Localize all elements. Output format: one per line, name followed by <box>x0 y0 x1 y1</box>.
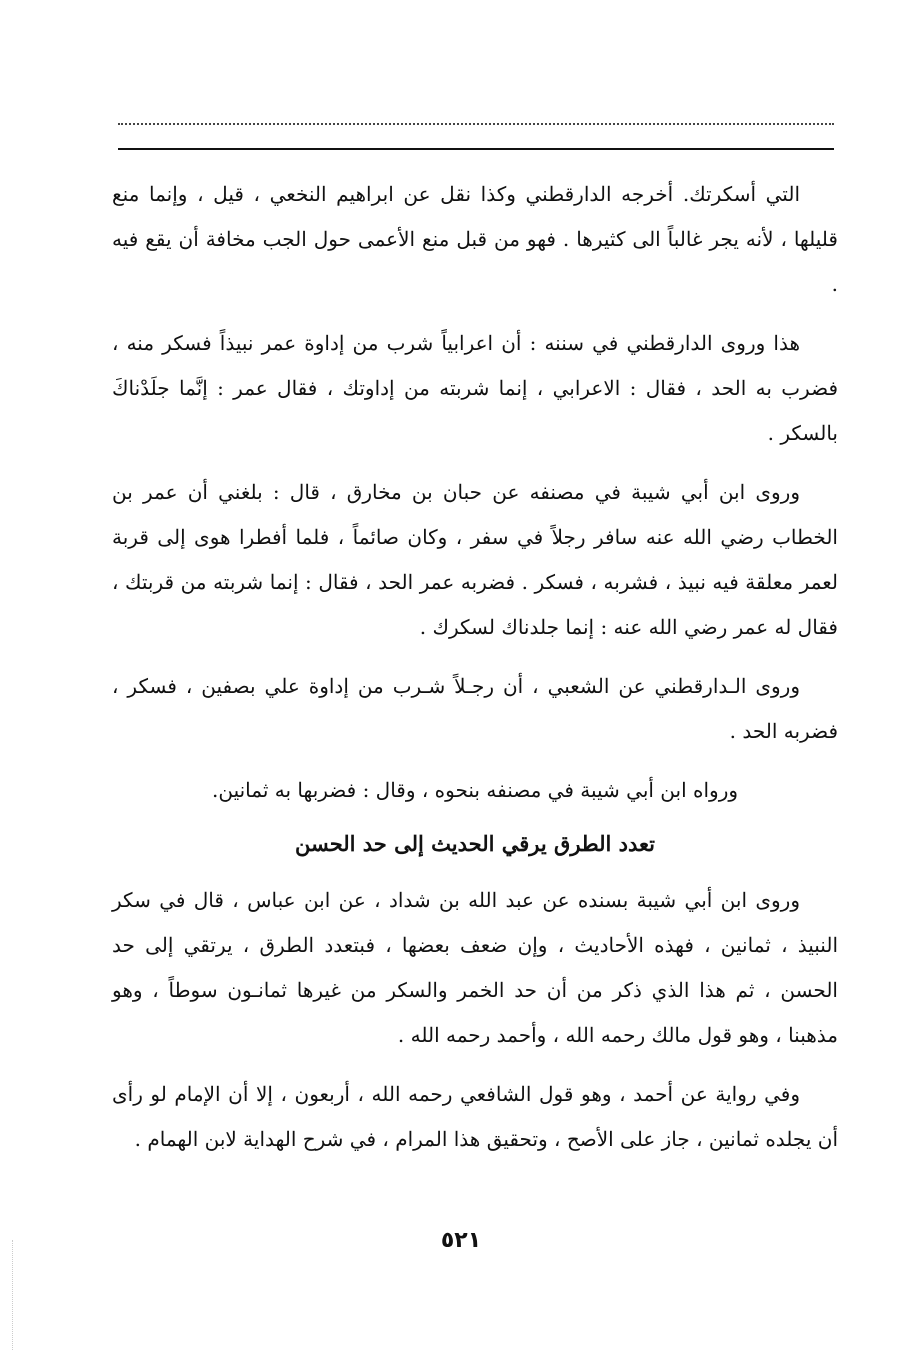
header-solid-rule <box>118 148 834 150</box>
header-dotted-rule <box>118 123 834 125</box>
paragraph-4: وروى الـدارقطني عن الشعبي ، أن رجـلاً شـرب من إداوة علي بصفين ، فسكر ، فضربه الحد . <box>112 674 838 743</box>
scan-margin-mark <box>12 1240 13 1350</box>
paragraph-3: وروى ابن أبي شيبة في مصنفه عن حبان بن مخارق ، قال : بلغني أن عمر بن الخطاب رضي الله عنه سافر رجلاً في سفر ، وكان صائماً ، فلما أفطرا هوى إلى قربة لعمر معلقة فيه نبيذ ، فشربه ، فسكر . فضربه عمر الحد ، فقال : إنما شربته من قربتك ، فقال له عمر رضي الله عنه : إنما جلدناك لسكرك . <box>112 480 838 639</box>
section-heading: تعدد الطرق يرقي الحديث إلى حد الحسن <box>294 831 656 856</box>
paragraph-1: التي أسكرتك. أخرجه الدارقطني وكذا نقل عن ابراهيم النخعي ، قيل ، وإنما منع قليلها ، لأنه يجر غالباً الى كثيرها . فهو من قبل منع الأعمى حول الجب مخافة أن يقع فيه . <box>112 182 838 296</box>
paragraph-7: وفي رواية عن أحمد ، وهو قول الشافعي رحمه الله ، أربعون ، إلا أن الإمام لو رأى أن يجلده ثمانين ، جاز على الأصح ، وتحقيق هذا المرام ، في شرح الهداية لابن الهمام . <box>112 1082 838 1151</box>
paragraph-5: ورواه ابن أبي شيبة في مصنفه بنحوه ، وقال : فضربها به ثمانين. <box>211 778 739 802</box>
paragraph-2: هذا وروى الدارقطني في سننه : أن اعرابياً شرب من إداوة عمر نبيذاً فسكر منه ، فضرب به الحد ، فقال : الاعرابي ، إنما شربته من إداوتك ، فقال عمر : إنَّما جلَدْناكَ بالسكر . <box>112 331 838 445</box>
page-number: ٥٢١ <box>440 1228 482 1253</box>
paragraph-6: وروى ابن أبي شيبة بسنده عن عبد الله بن شداد ، عن ابن عباس ، قال في سكر النبيذ ، ثمانين ، فهذه الأحاديث ، وإن ضعف بعضها ، فبتعدد الطرق ، يرتقي إلى حد الحسن ، ثم هذا الذي ذكر من أن حد الخمر والسكر من غيرها ثمانـون سوطاً ، وهو مذهبنا ، وهو قول مالك رحمه الله ، وأحمد رحمه الله . <box>112 888 838 1047</box>
body-text <box>112 172 838 1176</box>
